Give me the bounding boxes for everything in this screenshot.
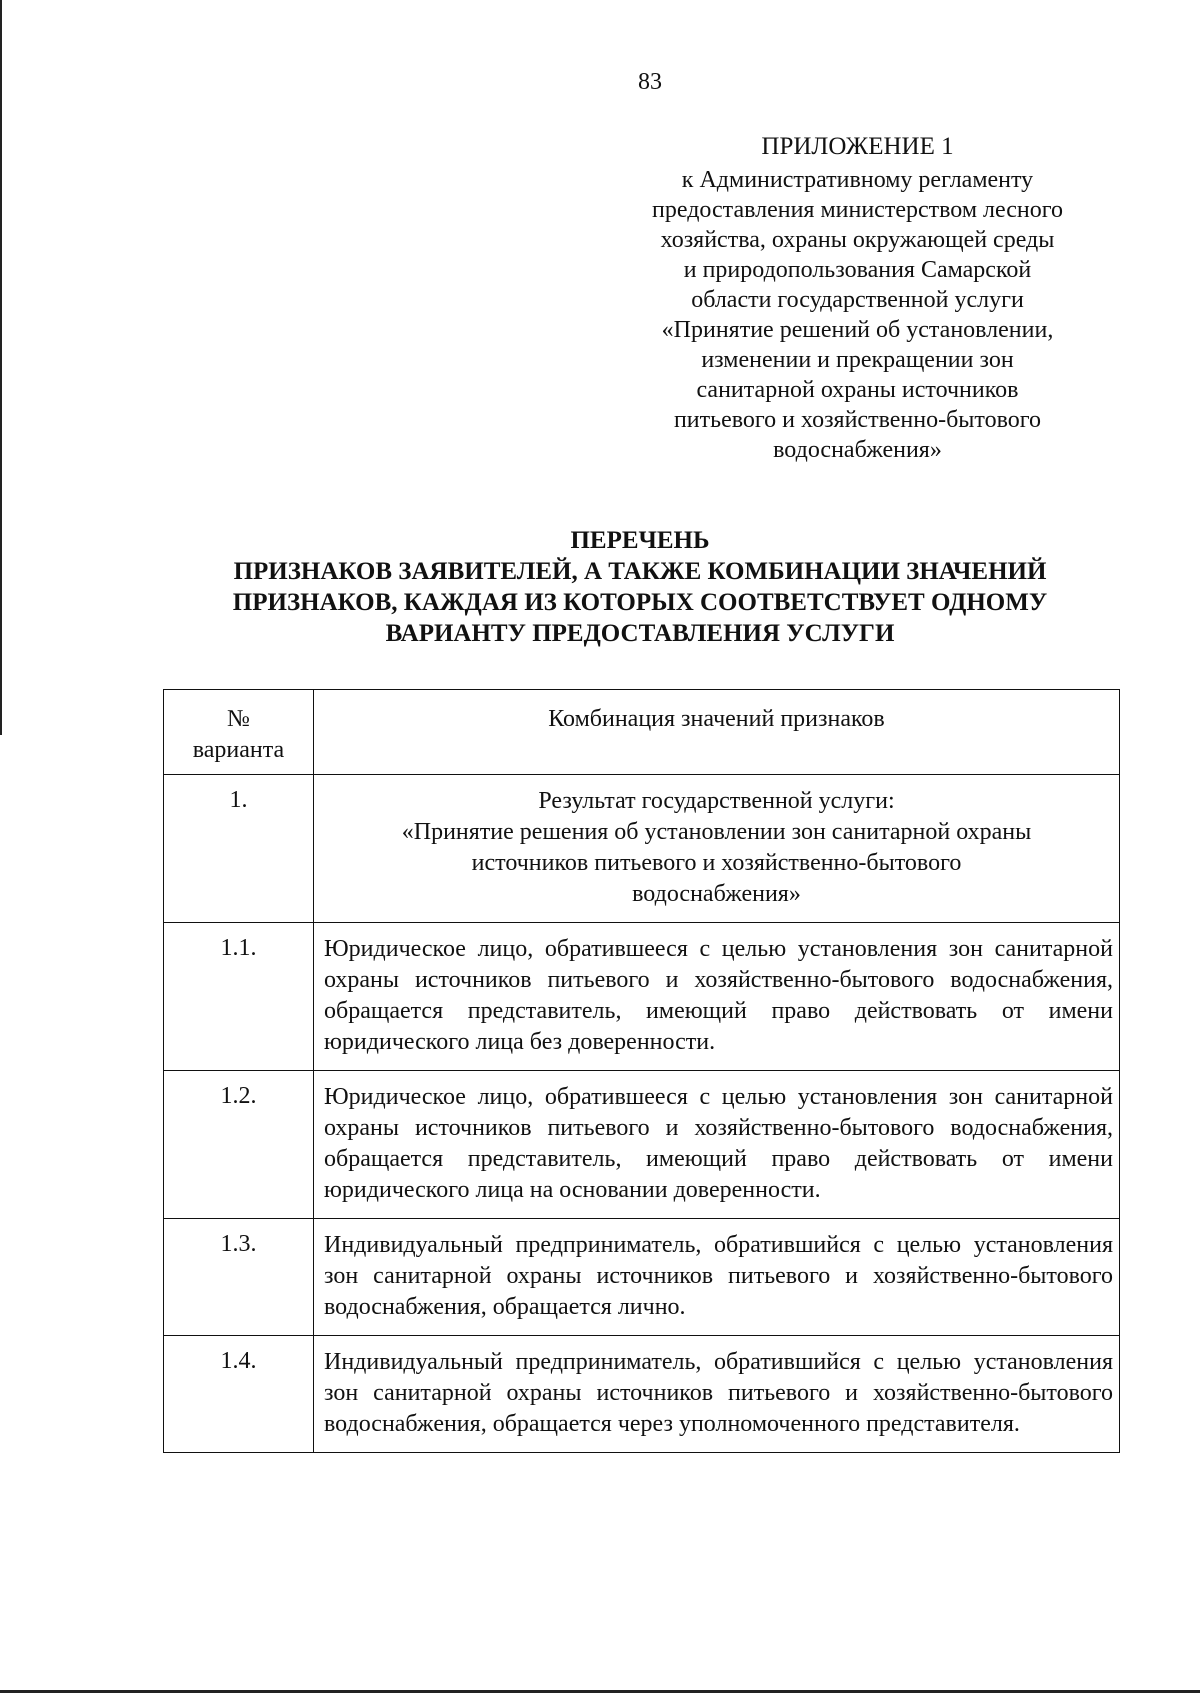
variant-description: Индивидуальный предприниматель, обратившийся с целью установления зон санитарной охраны источников питьевого и хозяйственно-бытового водоснабжения, обращается лично. <box>314 1219 1120 1336</box>
scan-edge-left <box>0 0 2 735</box>
appendix-line: области государственной услуги <box>691 287 1024 313</box>
table-header-row <box>164 690 1120 775</box>
result-line: «Принятие решения об установлении зон санитарной охраны <box>401 819 1032 845</box>
appendix-line: водоснабжения» <box>773 437 942 463</box>
column-header-number <box>164 690 314 775</box>
page-number: 83 <box>638 69 662 95</box>
variant-number: 1.1. <box>164 923 314 1071</box>
table-row <box>164 1336 1120 1453</box>
appendix-line: предоставления министерством лесного <box>652 197 1063 223</box>
appendix-line: к Административному регламенту <box>681 167 1034 193</box>
appendix-line: питьевого и хозяйственно-бытового <box>673 407 1042 433</box>
appendix-line: хозяйства, охраны окружающей среды <box>660 227 1055 253</box>
result-line: водоснабжения» <box>632 881 801 907</box>
variant-number: 1. <box>164 775 314 923</box>
variant-description: Юридическое лицо, обратившееся с целью установления зон санитарной охраны источников питьевого и хозяйственно-бытового водоснабжения, обращается представитель, имеющий право действовать от имени юридического лица на основании доверенности. <box>314 1071 1120 1219</box>
column-header-number-line: варианта <box>192 737 285 763</box>
column-header-combination: Комбинация значений признаков <box>314 690 1120 775</box>
variant-description: Индивидуальный предприниматель, обратившийся с целью установления зон санитарной охраны источников питьевого и хозяйственно-бытового водоснабжения, обращается через уполномоченного представителя. <box>314 1336 1120 1453</box>
variant-number: 1.4. <box>164 1336 314 1453</box>
variants-table <box>163 689 1120 1453</box>
heading-line: ПРИЗНАКОВ, КАЖДАЯ ИЗ КОТОРЫХ СООТВЕТСТВУЕТ ОДНОМУ <box>232 589 1048 616</box>
scan-edge-bottom <box>0 1690 1200 1693</box>
table-row <box>164 1071 1120 1219</box>
variant-number: 1.2. <box>164 1071 314 1219</box>
table-row <box>164 923 1120 1071</box>
variant-description: Юридическое лицо, обратившееся с целью установления зон санитарной охраны источников питьевого и хозяйственно-бытового водоснабжения, обращается представитель, имеющий право действовать от имени юридического лица без доверенности. <box>314 923 1120 1071</box>
appendix-line: и природопользования Самарской <box>683 257 1032 283</box>
appendix-line: «Принятие решений об установлении, <box>661 317 1054 343</box>
appendix-line: изменении и прекращении зон <box>701 347 1014 373</box>
appendix-line: санитарной охраны источников <box>696 377 1019 403</box>
appendix-block <box>620 132 1095 465</box>
heading-line: ПРИЗНАКОВ ЗАЯВИТЕЛЕЙ, А ТАКЖЕ КОМБИНАЦИИ ЗНАЧЕНИЙ <box>233 558 1047 585</box>
table-row-result <box>164 775 1120 923</box>
result-line: источников питьевого и хозяйственно-бытового <box>471 850 962 876</box>
document-heading <box>160 525 1120 649</box>
appendix-title: ПРИЛОЖЕНИЕ 1 <box>761 133 954 160</box>
result-line: Результат государственной услуги: <box>538 788 895 814</box>
variant-number: 1.3. <box>164 1219 314 1336</box>
column-header-number-line: № <box>227 706 250 732</box>
table-row <box>164 1219 1120 1336</box>
heading-line: ВАРИАНТУ ПРЕДОСТАВЛЕНИЯ УСЛУГИ <box>385 620 895 647</box>
result-cell <box>314 775 1120 923</box>
heading-line: ПЕРЕЧЕНЬ <box>570 527 710 554</box>
